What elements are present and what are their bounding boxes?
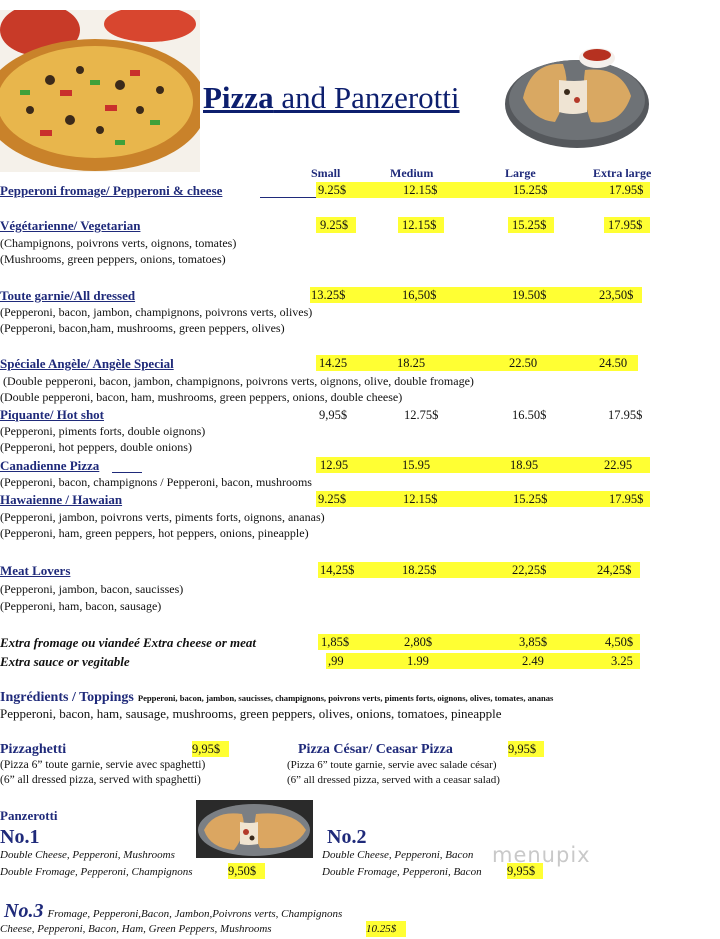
price-band [316,457,650,473]
toppings-label: Ingrédients / Toppings [0,690,134,705]
price-large: 22.50 [509,356,538,370]
pizzaghetti-title: Pizzaghetti [0,742,67,757]
ceasar-pizza-title: Pizza César/ Ceasar Pizza [298,742,453,757]
price-extra-large: 24,25$ [597,563,632,577]
item-name-vegetarian: Végétarienne/ Vegetarian [0,218,141,233]
price-extra-large: 17.95$ [609,183,644,197]
price-medium: 12.15$ [403,492,438,506]
pizzaghetti-desc-en: (6” all dressed pizza, served with spaghetti) [0,774,201,786]
item-name-canadian: Canadienne Pizza [0,458,100,473]
title-bold: Pizza [203,80,274,115]
item-desc-en: (Pepperoni, ham, bacon, sausage) [0,599,162,613]
price-large: 22,25$ [512,563,547,577]
size-header-extra-large: Extra large [593,166,652,180]
toppings-line [0,688,553,706]
item-desc-fr: (Champignons, poivrons verts, oignons, tomates) [0,236,237,250]
item-desc-en: (Double pepperoni, bacon, ham, mushrooms, green peppers, onions, double cheese) [0,390,403,404]
price-large: 3,85$ [519,635,548,649]
panzerotti-no3-price: 10.25$ [366,921,406,937]
panzerotti-no1-price: 9,50$ [228,863,265,879]
pizzaghetti-desc-fr: (Pizza 6” toute garnie, servie avec spaghetti) [0,759,206,771]
size-header-small: Small [311,166,341,180]
panzerotti-no1-title: No.1 [0,826,40,848]
price-extra-large: 17.95$ [609,492,644,506]
panzerotti-no3-line1: Fromage, Pepperoni,Bacon, Jambon,Poivrons verts, Champignons [47,908,343,920]
item-desc: (Pepperoni, bacon, champignons / Pepperoni, bacon, mushrooms [0,475,312,489]
item-underline [260,197,317,198]
pizzaghetti-price: 9,95$ [192,741,229,757]
price-extra-large: 3.25 [611,654,633,668]
panzerotti-no3-title: No.3 [4,900,44,922]
price-extra-large: 24.50 [599,356,628,370]
ceasar-pizza-desc-en: (6” all dressed pizza, served with a ceasar salad) [287,774,500,786]
price-large: 15.25$ [513,183,548,197]
panzerotti-small-photo [196,800,313,858]
pizza-photo [0,10,200,172]
size-header-medium: Medium [390,166,434,180]
price-extra-large: 4,50$ [605,635,634,649]
price-band [316,182,650,198]
price-extra-large: 17.95$ [608,408,643,422]
panzerotti-photo [503,40,651,148]
price-medium: 2,80$ [404,635,433,649]
price-band [326,653,640,669]
price-medium: 18.25 [397,356,426,370]
price-large: 19.50$ [512,288,547,302]
item-name-meat-lovers: Meat Lovers [0,563,71,578]
extra-cheese-label: Extra fromage ou viandeé Extra cheese or meat [0,635,257,650]
price-band [310,287,642,303]
price-medium: 12.15$ [402,218,437,232]
size-header-large: Large [505,166,536,180]
item-name-hawaian: Hawaienne / Hawaian [0,492,123,507]
price-medium: 12.75$ [404,408,439,422]
price-band [318,562,640,578]
panzerotti-no2-line1: Double Cheese, Pepperoni, Bacon [322,849,474,861]
price-large: 15.25$ [512,218,547,232]
item-desc-en: (Pepperoni, hot peppers, double onions) [0,440,192,454]
panzerotti-no2-line2: Double Fromage, Pepperoni, Bacon [322,866,482,878]
item-name-hot-shot: Piquante/ Hot shot [0,407,105,422]
panzerotti-no3-line2: Cheese, Pepperoni, Bacon, Ham, Green Peppers, Mushrooms [0,923,272,935]
price-large: 18.95 [510,458,539,472]
price-medium: 15.95 [402,458,431,472]
price-band [318,634,640,650]
page-title [203,80,460,116]
panzerotti-no3-line [4,900,342,923]
price-medium: 12.15$ [403,183,438,197]
item-desc-fr: (Double pepperoni, bacon, jambon, champignons, poivrons verts, oignons, olive, double fromage) [0,374,474,388]
price-extra-large: 17.95$ [608,218,643,232]
item-desc-fr: (Pepperoni, bacon, jambon, champignons, poivrons verts, olives) [0,305,313,319]
price-band [316,491,650,507]
toppings-en-list: Pepperoni, bacon, ham, sausage, mushrooms, green peppers, olives, onions, tomatoes, pineapple [0,706,502,721]
item-desc-fr: (Pepperoni, jambon, poivrons verts, piments forts, oignons, ananas) [0,510,325,524]
extra-sauce-label: Extra sauce or vegitable [0,654,130,669]
price-small: 13.25$ [311,288,346,302]
panzerotti-no1-line2: Double Fromage, Pepperoni, Champignons [0,866,193,878]
price-large: 16.50$ [512,408,547,422]
price-medium: 16,50$ [402,288,437,302]
item-desc-fr: (Pepperoni, piments forts, double oignons) [0,424,206,438]
price-small: 9.25$ [318,492,347,506]
item-underline [112,472,142,473]
item-desc-en: (Pepperoni, bacon,ham, mushrooms, green peppers, olives) [0,321,285,335]
panzerotti-label: Panzerotti [0,808,58,823]
price-extra-large: 23,50$ [599,288,634,302]
price-large: 2.49 [522,654,544,668]
item-desc-en: (Mushrooms, green peppers, onions, tomatoes) [0,252,226,266]
price-large: 15.25$ [513,492,548,506]
toppings-fr-list: Pepperoni, bacon, jambon, saucisses, champignons, poivrons verts, piments forts, oignons, olives, tomates, ananas [137,693,554,703]
item-desc-fr: (Pepperoni, jambon, bacon, saucisses) [0,582,184,596]
price-medium: 1.99 [407,654,429,668]
price-small: 9.25$ [318,183,347,197]
price-small: 14,25$ [320,563,355,577]
item-desc-en: (Pepperoni, ham, green peppers, hot peppers, onions, pineapple) [0,526,309,540]
item-name-angele-special: Spéciale Angèle/ Angèle Special [0,356,174,371]
price-small: 9.25$ [320,218,349,232]
price-small: ,99 [328,654,344,668]
watermark: menupix [492,843,591,867]
panzerotti-no2-title: No.2 [327,826,367,848]
panzerotti-no2-price: 9,95$ [507,863,543,879]
item-name-pepperoni: Pepperoni fromage/ Pepperoni & cheese [0,183,223,198]
ceasar-pizza-price: 9,95$ [508,741,544,757]
ceasar-pizza-desc-fr: (Pizza 6” toute garnie, servie avec salade césar) [287,759,497,771]
title-rest: and Panzerotti [273,80,460,115]
price-small: 14.25 [319,356,348,370]
price-small: 1,85$ [321,635,350,649]
price-band [316,355,638,371]
price-medium: 18.25$ [402,563,437,577]
price-small: 9,95$ [319,408,348,422]
price-extra-large: 22.95 [604,458,633,472]
item-name-all-dressed: Toute garnie/All dressed [0,288,136,303]
price-small: 12.95 [320,458,349,472]
panzerotti-no1-line1: Double Cheese, Pepperoni, Mushrooms [0,849,175,861]
